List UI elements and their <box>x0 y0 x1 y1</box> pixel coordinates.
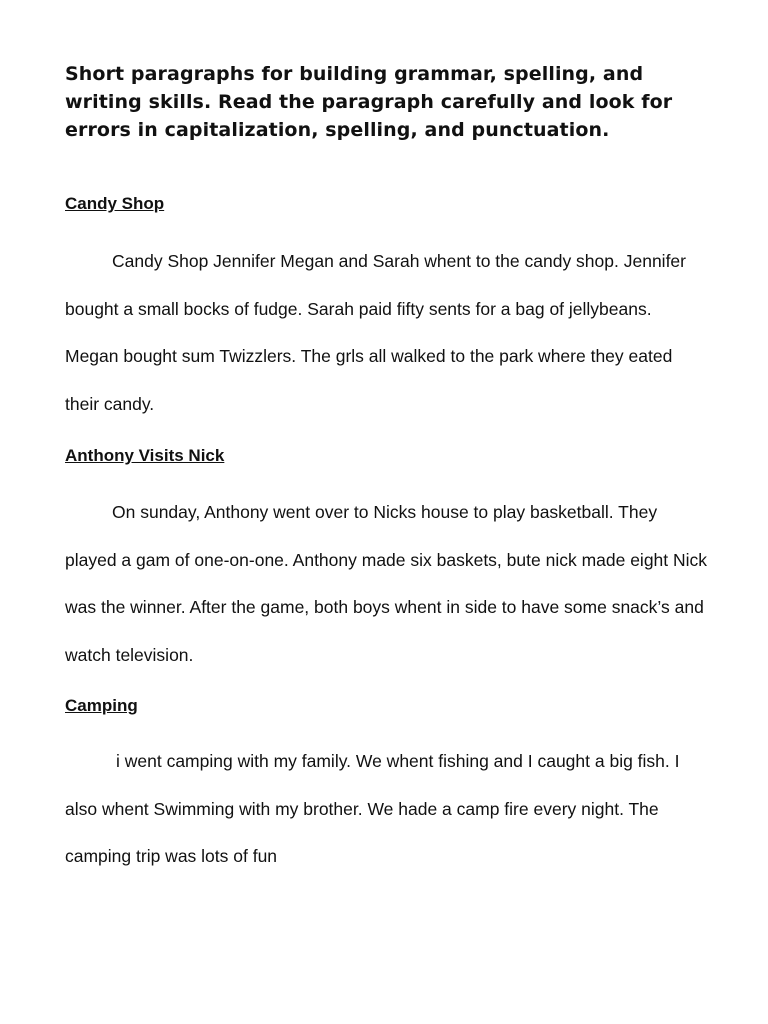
paragraph-anthony-visits-nick: On sunday, Anthony went over to Nicks house to play basketball. They played a gam of one-on-one. Anthony made six baskets, bute nick made eight Nick was the winner. After the game, both boys whent in side to have some snack’s and watch television. <box>65 502 708 665</box>
section-title-camping: Camping <box>65 696 138 715</box>
section-title-candy-shop: Candy Shop <box>65 194 165 213</box>
section-candy-shop <box>65 192 708 428</box>
section-camping <box>65 694 708 881</box>
section-anthony-visits-nick <box>65 444 708 679</box>
section-title-anthony-visits-nick: Anthony Visits Nick <box>65 446 225 465</box>
instructions-heading: Short paragraphs for building grammar, spelling, and writing skills. Read the paragraph carefully and look for errors in capitalization, spelling, and punctuation. <box>65 63 673 141</box>
paragraph-camping: i went camping with my family. We whent fishing and I caught a big fish. I also whent Swimming with my brother. We hade a camp fire every night. The camping trip was lots of fun <box>65 751 680 866</box>
paragraph-candy-shop: Candy Shop Jennifer Megan and Sarah whent to the candy shop. Jennifer bought a small bocks of fudge. Sarah paid fifty sents for a bag of jellybeans. Megan bought sum Twizzlers. The grls all walked to the park where they eated their candy. <box>65 251 686 414</box>
